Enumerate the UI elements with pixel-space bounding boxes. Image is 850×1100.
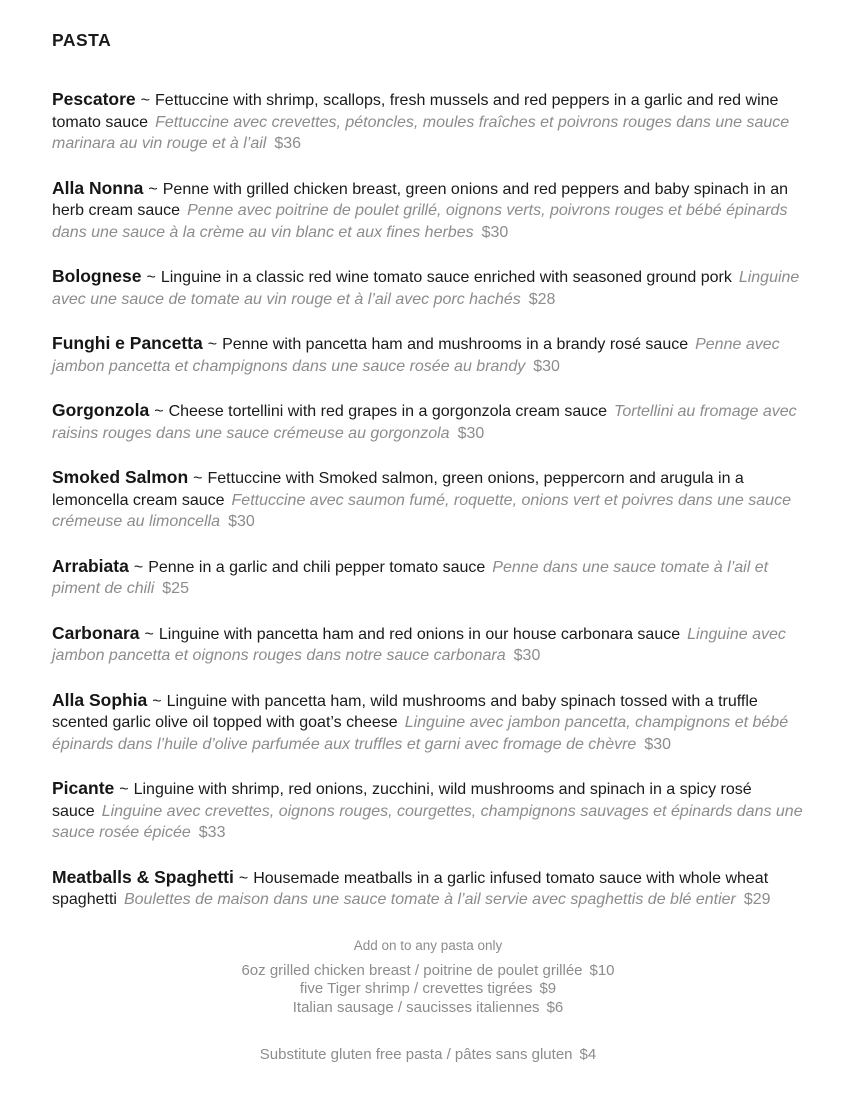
item-price: $30 — [533, 357, 560, 375]
item-name: Bolognese — [52, 266, 142, 286]
addon-price: $9 — [539, 980, 557, 997]
addon-label: 6oz grilled chicken breast / poitrine de poulet grillée — [241, 961, 583, 979]
item-description-en: Linguine with pancetta ham, wild mushrooms and baby spinach tossed with a truffle scented garlic olive oil topped with goat’s cheese — [52, 692, 758, 731]
section-title: PASTA — [52, 30, 112, 50]
item-price: $33 — [198, 824, 226, 841]
item-description-en: Housemade meatballs in a garlic infused tomato sauce with whole wheat spaghetti — [52, 869, 769, 908]
item-description-en: Penne with pancetta ham and mushrooms in a brandy rosé sauce — [222, 336, 689, 353]
item-price: $30 — [481, 223, 509, 241]
item-price: $29 — [743, 891, 771, 908]
tilde-separator: ~ — [140, 92, 151, 109]
substitute-price: $4 — [579, 1046, 597, 1063]
item-description-fr: Tortellini au fromage avec raisins rouges dans une sauce crémeuse au gorgonzola — [52, 403, 797, 442]
addon-item — [52, 962, 804, 981]
item-price: $28 — [528, 290, 556, 308]
addon-price: $6 — [546, 998, 564, 1016]
menu-item-list — [52, 89, 804, 911]
item-description-en: Cheese tortellini with red grapes in a gorgonzola cream sauce — [168, 403, 608, 420]
menu-item — [52, 556, 804, 600]
item-description-fr: Linguine avec une sauce de tomate au vin rouge et à l’ail avec porc hachés — [52, 269, 800, 308]
item-description-en: Linguine in a classic red wine tomato sauce enriched with seasoned ground pork — [160, 269, 732, 286]
tilde-separator: ~ — [193, 470, 203, 487]
item-name: Alla Nonna — [52, 177, 144, 198]
tilde-separator: ~ — [238, 869, 249, 887]
item-name: Funghi e Pancetta — [52, 333, 203, 353]
tilde-separator: ~ — [207, 336, 218, 353]
item-description-fr: Linguine avec jambon pancetta et oignons rouges dans notre sauce carbonara — [52, 625, 786, 664]
item-description-fr: Penne dans une sauce tomate à l’ail et piment de chili — [52, 558, 769, 597]
tilde-separator: ~ — [119, 781, 129, 798]
addon-price: $10 — [589, 961, 615, 979]
substitute-label: Substitute gluten free pasta / pâtes sans gluten — [259, 1046, 573, 1063]
menu-item — [52, 867, 804, 911]
tilde-separator: ~ — [152, 692, 162, 710]
item-description-fr: Linguine avec crevettes, oignons rouges, courgettes, champignons sauvages et épinards dans une sauce rosée épicée — [52, 802, 803, 841]
item-description-fr: Penne avec poitrine de poulet grillé, oignons verts, poivrons rouges et bébé épinards dans une sauce à la crème au vin blanc et aux fines herbes — [52, 202, 788, 241]
item-name: Alla Sophia — [52, 689, 148, 710]
item-name: Pescatore — [52, 89, 136, 109]
addon-label: five Tiger shrimp / crevettes tigrées — [299, 980, 533, 997]
item-description-fr: Fettuccine avec crevettes, pétoncles, moules fraîches et poivrons rouges dans une sauce marinara au vin rouge et à l’ail — [52, 113, 790, 152]
item-description-fr: Boulettes de maison dans une sauce tomate à l’ail servie avec spaghettis de blé entier — [123, 891, 736, 908]
menu-item — [52, 333, 804, 377]
item-description-fr: Penne avec jambon pancetta et champignons dans une sauce rosée au brandy — [52, 336, 780, 375]
item-description-en: Linguine with shrimp, red onions, zucchini, wild mushrooms and spinach in a spicy rosé sauce — [52, 781, 752, 820]
item-description-en: Linguine with pancetta ham and red onions in our house carbonara sauce — [158, 625, 681, 643]
tilde-separator: ~ — [154, 403, 164, 420]
item-price: $30 — [513, 647, 541, 664]
item-name: Arrabiata — [52, 555, 129, 576]
item-description-fr: Fettuccine avec saumon fumé, roquette, onions vert et poivres dans une sauce crémeuse au limoncella — [52, 491, 791, 530]
menu-item — [52, 778, 804, 844]
addon-item — [52, 999, 804, 1018]
tilde-separator: ~ — [133, 558, 144, 576]
item-description-fr: Linguine avec jambon pancetta, champignons et bébé épinards dans l’huile d’olive parfumée aux truffles et garni avec fromage de chèvre — [52, 714, 789, 753]
item-name: Picante — [52, 778, 115, 798]
item-price: $30 — [228, 513, 255, 530]
addons-section — [52, 938, 804, 1064]
item-price: $30 — [644, 735, 672, 753]
menu-item — [52, 623, 804, 667]
addon-item — [52, 980, 804, 999]
item-name: Gorgonzola — [52, 400, 150, 420]
menu-item — [52, 89, 804, 155]
menu-item — [52, 400, 804, 444]
item-price: $36 — [274, 135, 302, 152]
tilde-separator: ~ — [148, 180, 158, 198]
item-price: $25 — [162, 580, 189, 597]
substitute-note — [52, 1046, 804, 1063]
addons-title: Add on to any pasta only — [353, 937, 503, 953]
item-name: Carbonara — [52, 622, 140, 643]
item-description-en: Penne in a garlic and chili pepper tomato sauce — [148, 558, 486, 576]
item-name: Smoked Salmon — [52, 467, 189, 487]
tilde-separator: ~ — [146, 269, 156, 286]
addon-label: Italian sausage / saucisses italiennes — [292, 998, 540, 1016]
menu-item — [52, 690, 804, 756]
menu-item — [52, 467, 804, 533]
item-price: $30 — [457, 424, 485, 442]
item-name: Meatballs & Spaghetti — [52, 866, 234, 887]
item-description-en: Fettuccine with Smoked salmon, green onions, peppercorn and arugula in a lemoncella cream sauce — [52, 470, 744, 509]
menu-item — [52, 178, 804, 244]
tilde-separator: ~ — [144, 625, 154, 643]
item-description-en: Penne with grilled chicken breast, green onions and red peppers and baby spinach in an herb cream sauce — [52, 180, 789, 219]
menu-item — [52, 266, 804, 310]
item-description-en: Fettuccine with shrimp, scallops, fresh mussels and red peppers in a garlic and red wine tomato sauce — [52, 92, 779, 131]
